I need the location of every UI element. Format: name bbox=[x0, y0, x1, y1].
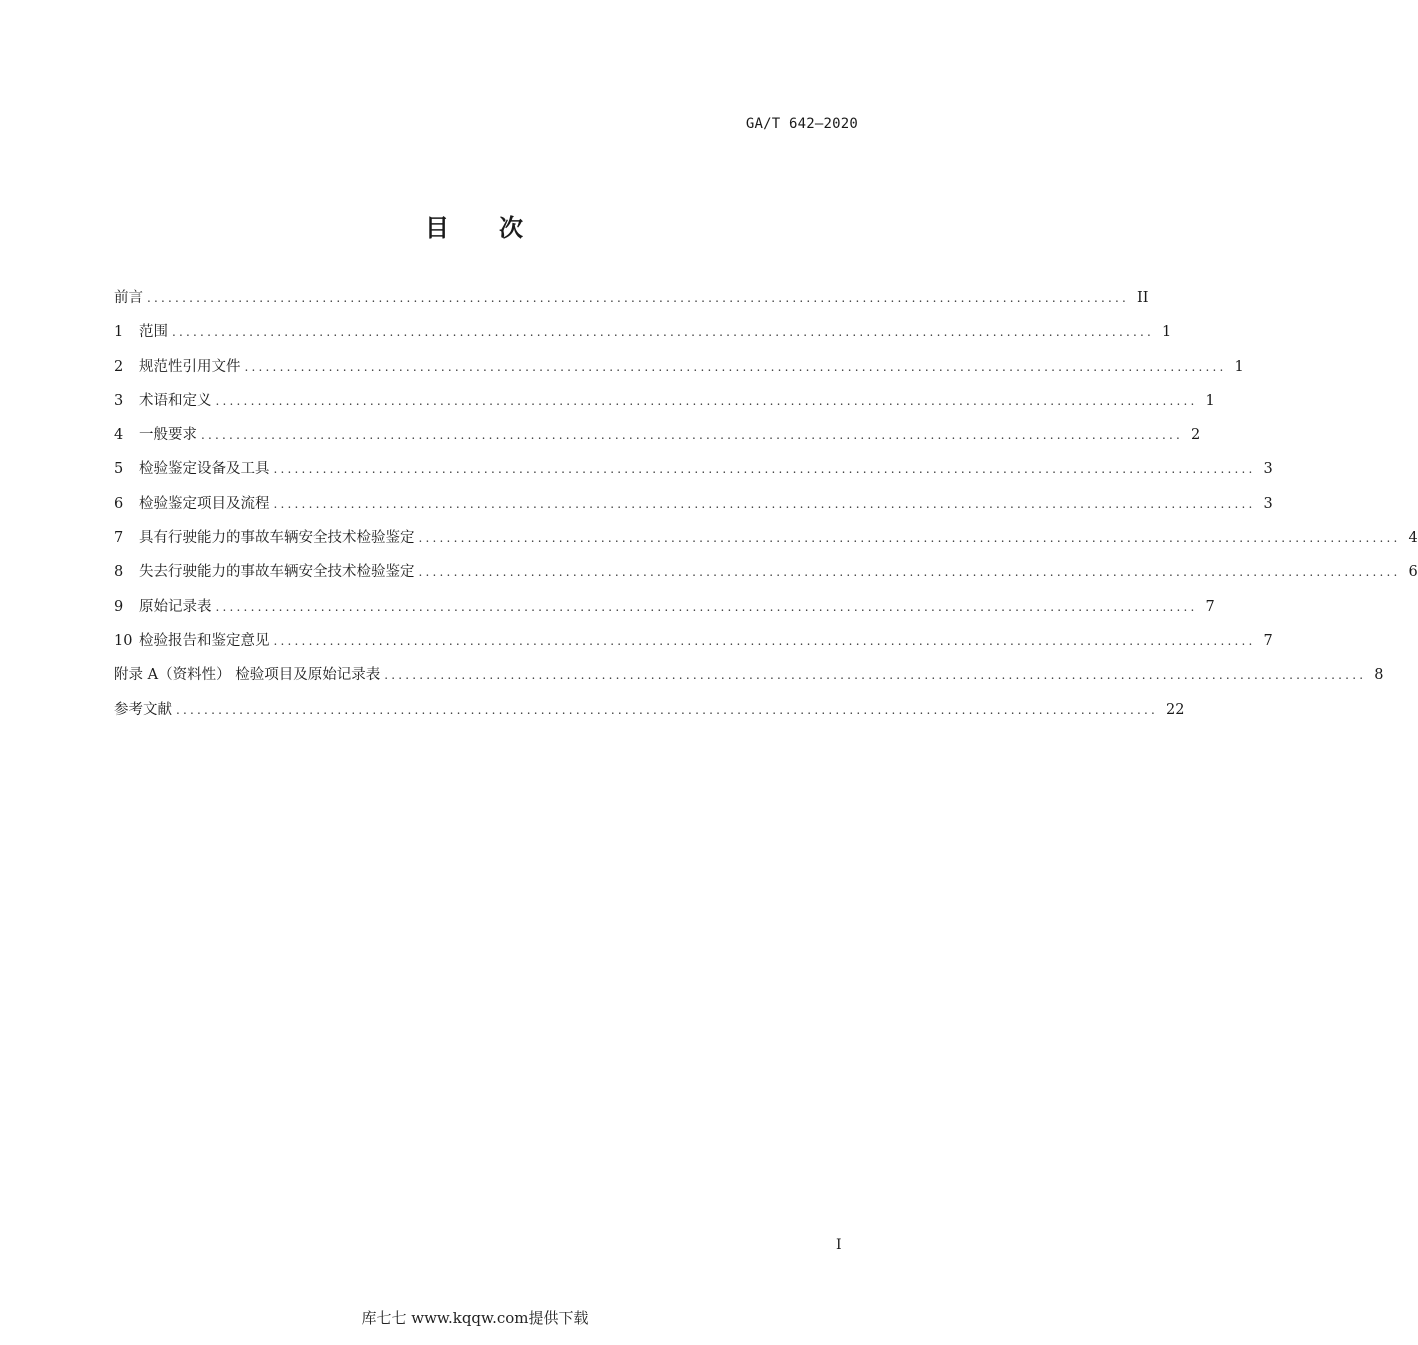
toc-entry-1[interactable] bbox=[114, 320, 1172, 354]
toc-entry-label: 范围 bbox=[139, 324, 168, 341]
toc-entry-number: 1 bbox=[114, 324, 124, 341]
toc-list bbox=[114, 286, 1418, 732]
toc-entry-page: 7 bbox=[1263, 632, 1273, 649]
toc-entry-number: 7 bbox=[114, 530, 124, 547]
toc-entry-number: 4 bbox=[114, 427, 124, 444]
toc-leader-dots: ............................................................................................................................................ bbox=[384, 668, 1367, 683]
toc-entry-bibliography[interactable] bbox=[114, 698, 1185, 732]
toc-entry-label: 失去行驶能力的事故车辆安全技术检验鉴定 bbox=[139, 564, 415, 581]
toc-entry-page: II bbox=[1137, 290, 1149, 306]
toc-entry-9[interactable] bbox=[114, 595, 1215, 629]
toc-leader-dots: ............................................................................................................................................ bbox=[273, 462, 1256, 477]
toc-title-char-1: 目 bbox=[425, 214, 451, 242]
toc-entry-number: 5 bbox=[114, 461, 124, 478]
toc-entry-number: 8 bbox=[114, 564, 124, 581]
download-source-note: 库七七 www.kqqw.com提供下载 bbox=[361, 1309, 589, 1327]
toc-entry-3[interactable] bbox=[114, 389, 1215, 423]
toc-leader-dots: ............................................................................................................................................ bbox=[244, 359, 1227, 374]
toc-entry-label: 术语和定义 bbox=[139, 392, 212, 409]
toc-leader-dots: ............................................................................................................................................ bbox=[418, 531, 1401, 546]
toc-entry-label: 规范性引用文件 bbox=[139, 358, 241, 375]
toc-entry-page: 6 bbox=[1408, 564, 1418, 581]
toc-entry-page: 2 bbox=[1191, 427, 1201, 444]
toc-entry-page: 1 bbox=[1162, 324, 1172, 341]
toc-leader-dots: ............................................................................................................................................ bbox=[215, 393, 1198, 408]
toc-entry-label: 前言 bbox=[114, 290, 143, 306]
toc-entry-number: 6 bbox=[114, 495, 124, 512]
toc-entry-page: 3 bbox=[1263, 461, 1273, 478]
toc-entry-page: 3 bbox=[1263, 495, 1273, 512]
toc-entry-page: 1 bbox=[1205, 392, 1215, 409]
toc-entry-label: 一般要求 bbox=[139, 427, 197, 444]
toc-leader-dots: ............................................................................................................................................ bbox=[172, 325, 1155, 340]
toc-entry-6[interactable] bbox=[114, 492, 1273, 526]
toc-entry-number: 2 bbox=[114, 358, 124, 375]
toc-entry-label: 附录 A（资料性） 检验项目及原始记录表 bbox=[114, 667, 381, 684]
page-number: I bbox=[836, 1237, 842, 1253]
toc-entry-page: 7 bbox=[1205, 598, 1215, 615]
toc-entry-label: 参考文献 bbox=[114, 701, 172, 718]
toc-entry-number: 3 bbox=[114, 392, 124, 409]
toc-leader-dots: ............................................................................................................................................ bbox=[273, 496, 1256, 511]
toc-entry-7[interactable] bbox=[114, 526, 1418, 560]
toc-entry-8[interactable] bbox=[114, 560, 1418, 594]
toc-title-char-2: 次 bbox=[499, 214, 525, 242]
toc-entry-label: 检验鉴定设备及工具 bbox=[139, 461, 270, 478]
toc-entry-annex-a[interactable] bbox=[114, 663, 1384, 697]
toc-leader-dots: ............................................................................................................................................ bbox=[418, 565, 1401, 580]
document-code: GA/T 642—2020 bbox=[745, 116, 858, 132]
toc-entry-page: 22 bbox=[1166, 701, 1185, 718]
toc-leader-dots: ............................................................................................................................................ bbox=[147, 291, 1130, 305]
toc-leader-dots: ............................................................................................................................................ bbox=[176, 702, 1159, 717]
toc-title bbox=[0, 208, 950, 243]
toc-entry-foreword[interactable] bbox=[114, 286, 1149, 320]
toc-entry-label: 检验鉴定项目及流程 bbox=[139, 495, 270, 512]
toc-entry-label: 检验报告和鉴定意见 bbox=[139, 632, 270, 649]
toc-entry-number: 10 bbox=[114, 632, 133, 649]
toc-leader-dots: ............................................................................................................................................ bbox=[273, 633, 1256, 648]
toc-entry-5[interactable] bbox=[114, 457, 1273, 491]
toc-leader-dots: ............................................................................................................................................ bbox=[201, 428, 1184, 443]
toc-entry-number: 9 bbox=[114, 598, 124, 615]
toc-entry-label: 原始记录表 bbox=[139, 598, 212, 615]
toc-entry-10[interactable] bbox=[114, 629, 1273, 663]
toc-entry-4[interactable] bbox=[114, 423, 1201, 457]
toc-entry-2[interactable] bbox=[114, 355, 1244, 389]
toc-entry-page: 4 bbox=[1408, 530, 1418, 547]
toc-leader-dots: ............................................................................................................................................ bbox=[215, 599, 1198, 614]
toc-entry-page: 1 bbox=[1234, 358, 1244, 375]
toc-entry-page: 8 bbox=[1374, 667, 1384, 684]
toc-entry-label: 具有行驶能力的事故车辆安全技术检验鉴定 bbox=[139, 530, 415, 547]
